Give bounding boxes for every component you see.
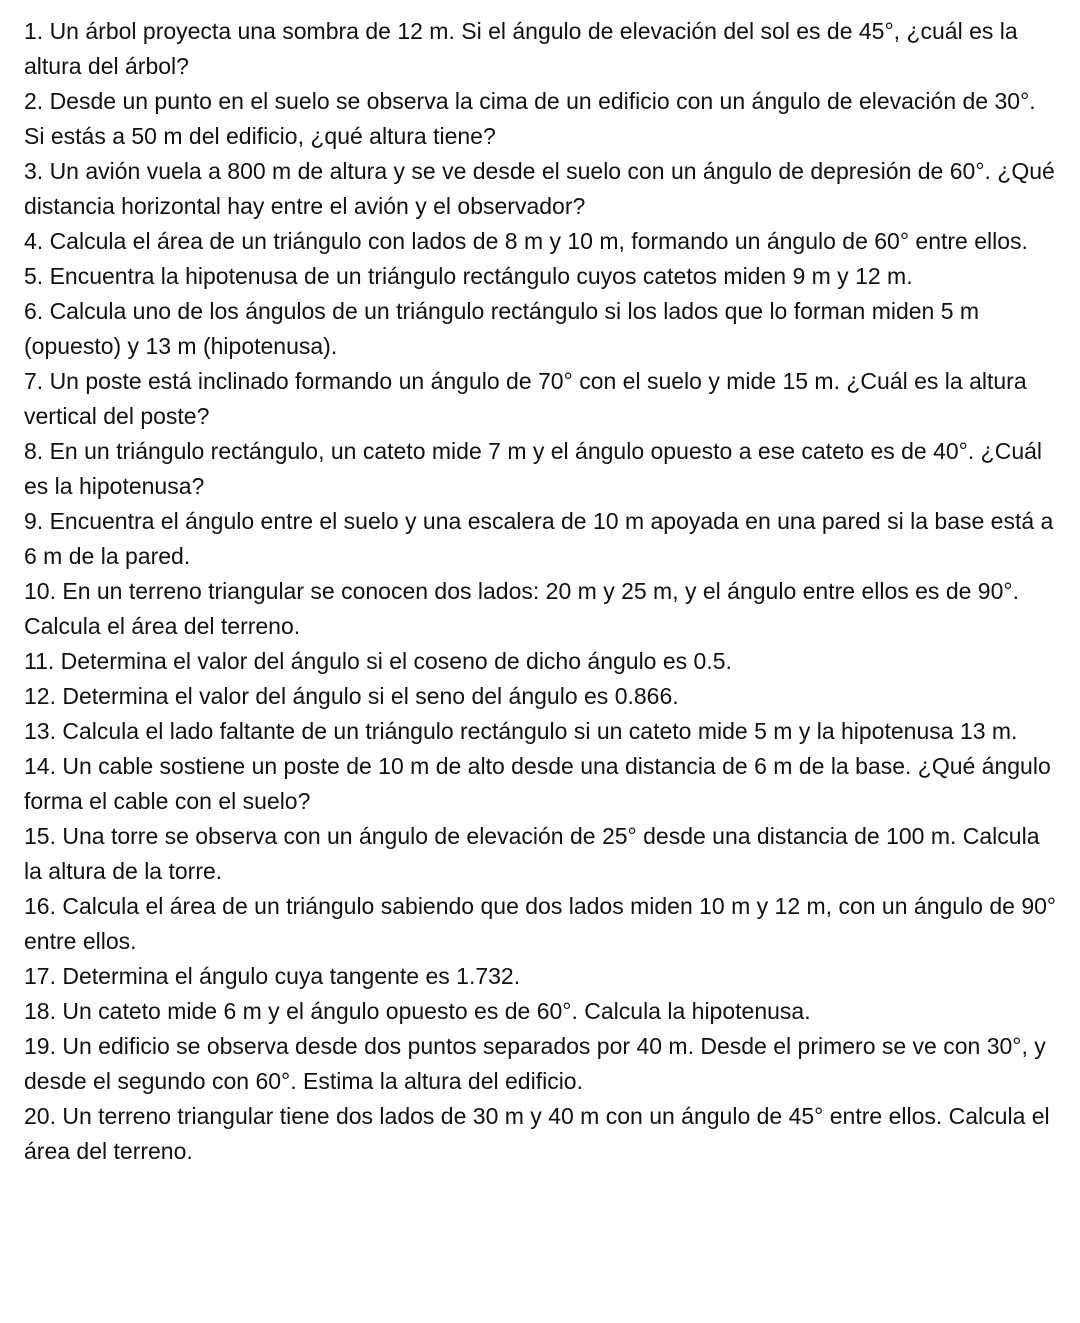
problem-4: 4. Calcula el área de un triángulo con lados de 8 m y 10 m, formando un ángulo de 60° entre ellos. bbox=[24, 228, 1028, 254]
problem-list bbox=[24, 14, 1058, 1169]
problem-7: 7. Un poste está inclinado formando un ángulo de 70° con el suelo y mide 15 m. ¿Cuál es la altura vertical del poste? bbox=[24, 368, 1027, 429]
problem-5: 5. Encuentra la hipotenusa de un triángulo rectángulo cuyos catetos miden 9 m y 12 m. bbox=[24, 263, 913, 289]
problem-20: 20. Un terreno triangular tiene dos lados de 30 m y 40 m con un ángulo de 45° entre ellos. Calcula el área del terreno. bbox=[24, 1103, 1050, 1164]
problem-9: 9. Encuentra el ángulo entre el suelo y una escalera de 10 m apoyada en una pared si la base está a 6 m de la pared. bbox=[24, 508, 1054, 569]
problem-19: 19. Un edificio se observa desde dos puntos separados por 40 m. Desde el primero se ve con 30°, y desde el segundo con 60°. Estima la altura del edificio. bbox=[24, 1033, 1046, 1094]
problem-17: 17. Determina el ángulo cuya tangente es 1.732. bbox=[24, 963, 521, 989]
problem-8: 8. En un triángulo rectángulo, un cateto mide 7 m y el ángulo opuesto a ese cateto es de 40°. ¿Cuál es la hipotenusa? bbox=[24, 438, 1043, 499]
problem-2: 2. Desde un punto en el suelo se observa la cima de un edificio con un ángulo de elevación de 30°. Si estás a 50 m del edificio, ¿qué altura tiene? bbox=[24, 88, 1036, 149]
problem-16: 16. Calcula el área de un triángulo sabiendo que dos lados miden 10 m y 12 m, con un ángulo de 90° entre ellos. bbox=[24, 893, 1057, 954]
problem-18: 18. Un cateto mide 6 m y el ángulo opuesto es de 60°. Calcula la hipotenusa. bbox=[24, 998, 811, 1024]
problem-11: 11. Determina el valor del ángulo si el coseno de dicho ángulo es 0.5. bbox=[24, 648, 732, 674]
problem-1: 1. Un árbol proyecta una sombra de 12 m. Si el ángulo de elevación del sol es de 45°, ¿cuál es la altura del árbol? bbox=[24, 18, 1018, 79]
problem-14: 14. Un cable sostiene un poste de 10 m de alto desde una distancia de 6 m de la base. ¿Qué ángulo forma el cable con el suelo? bbox=[24, 753, 1051, 814]
problem-12: 12. Determina el valor del ángulo si el seno del ángulo es 0.866. bbox=[24, 683, 679, 709]
problem-3: 3. Un avión vuela a 800 m de altura y se ve desde el suelo con un ángulo de depresión de 60°. ¿Qué distancia horizontal hay entre el avión y el observador? bbox=[24, 158, 1055, 219]
problem-15: 15. Una torre se observa con un ángulo de elevación de 25° desde una distancia de 100 m. Calcula la altura de la torre. bbox=[24, 823, 1040, 884]
problem-10: 10. En un terreno triangular se conocen dos lados: 20 m y 25 m, y el ángulo entre ellos es de 90°. Calcula el área del terreno. bbox=[24, 578, 1019, 639]
problem-6: 6. Calcula uno de los ángulos de un triángulo rectángulo si los lados que lo forman miden 5 m (opuesto) y 13 m (hipotenusa). bbox=[24, 298, 980, 359]
problem-13: 13. Calcula el lado faltante de un triángulo rectángulo si un cateto mide 5 m y la hipotenusa 13 m. bbox=[24, 718, 1018, 744]
